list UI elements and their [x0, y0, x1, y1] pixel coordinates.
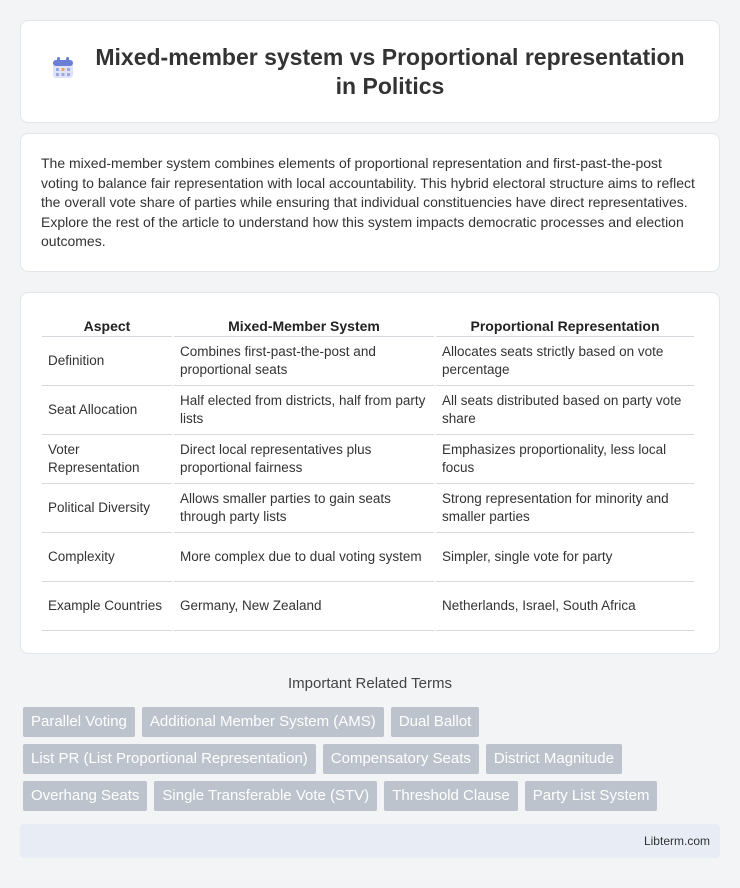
table-cell: Definition: [42, 337, 172, 386]
table-row: [42, 435, 694, 484]
related-term-tag[interactable]: Threshold Clause: [384, 781, 518, 811]
comparison-table: [40, 313, 696, 631]
table-row: [42, 582, 694, 631]
table-cell: More complex due to dual voting system: [174, 533, 434, 582]
related-term-tag[interactable]: Overhang Seats: [23, 781, 147, 811]
related-term-tag[interactable]: Dual Ballot: [391, 707, 480, 737]
table-cell: Emphasizes proportionality, less local focus: [436, 435, 694, 484]
table-row: [42, 533, 694, 582]
table-cell: Direct local representatives plus proportional fairness: [174, 435, 434, 484]
related-term-tag[interactable]: Additional Member System (AMS): [142, 707, 384, 737]
table-cell: All seats distributed based on party vote share: [436, 386, 694, 435]
intro-paragraph: The mixed-member system combines elements of proportional representation and first-past-the-post voting to balance fair representation with local accountability. This hybrid electoral structure aims to reflect the overall vote share of parties while ensuring that individual constituencies have direct representatives. Explore the rest of the article to understand how this system impacts democratic processes and election outcomes.: [41, 155, 695, 249]
related-term-tag[interactable]: Single Transferable Vote (STV): [154, 781, 377, 811]
table-row: [42, 386, 694, 435]
tag-row: [23, 781, 723, 811]
table-cell: Allows smaller parties to gain seats through party lists: [174, 484, 434, 533]
related-term-tag[interactable]: District Magnitude: [486, 744, 622, 774]
table-cell: Allocates seats strictly based on vote percentage: [436, 337, 694, 386]
table-cell: Strong representation for minority and smaller parties: [436, 484, 694, 533]
title-card: [20, 20, 720, 123]
tag-row: [23, 707, 723, 737]
table-cell: Political Diversity: [42, 484, 172, 533]
calendar-icon: [50, 55, 76, 81]
related-terms-list: [23, 707, 723, 818]
table-cell: Netherlands, Israel, South Africa: [436, 582, 694, 631]
related-term-tag[interactable]: Parallel Voting: [23, 707, 135, 737]
table-header: Aspect: [42, 313, 172, 337]
footer: [20, 824, 720, 858]
intro-card: [20, 133, 720, 272]
related-terms-heading: Important Related Terms: [288, 675, 452, 692]
table-cell: Seat Allocation: [42, 386, 172, 435]
related-term-tag[interactable]: Compensatory Seats: [323, 744, 479, 774]
table-cell: Voter Representation: [42, 435, 172, 484]
table-header: Mixed-Member System: [174, 313, 434, 337]
table-header-row: [42, 313, 694, 337]
comparison-table-card: [20, 292, 720, 654]
table-cell: Combines first-past-the-post and proportional seats: [174, 337, 434, 386]
related-term-tag[interactable]: List PR (List Proportional Representation): [23, 744, 316, 774]
related-term-tag[interactable]: Party List System: [525, 781, 658, 811]
page-title: Mixed-member system vs Proportional representation in Politics: [95, 43, 685, 99]
table-cell: Germany, New Zealand: [174, 582, 434, 631]
footer-site-link[interactable]: Libterm.com: [643, 834, 710, 848]
table-cell: Complexity: [42, 533, 172, 582]
table-row: [42, 484, 694, 533]
table-header: Proportional Representation: [436, 313, 694, 337]
tag-row: [23, 744, 723, 774]
table-cell: Example Countries: [42, 582, 172, 631]
table-row: [42, 337, 694, 386]
table-cell: Half elected from districts, half from party lists: [174, 386, 434, 435]
table-cell: Simpler, single vote for party: [436, 533, 694, 582]
